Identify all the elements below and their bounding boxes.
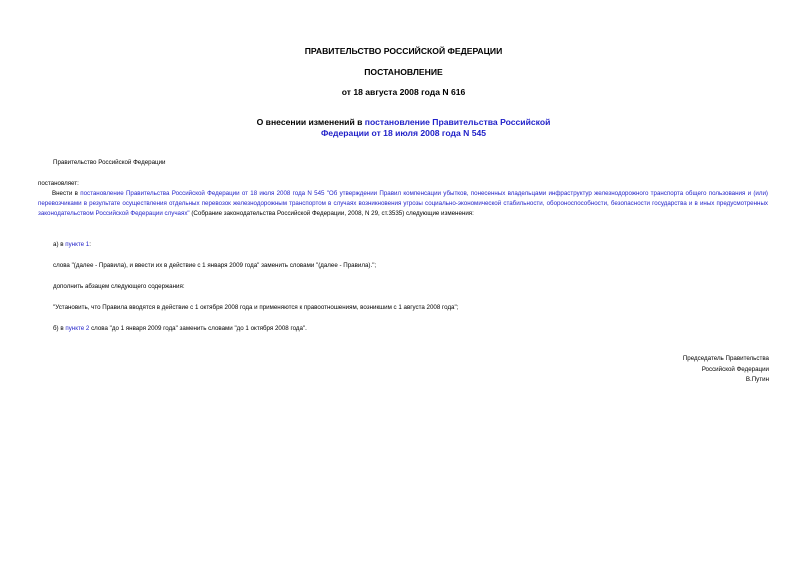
document-title-line1 xyxy=(0,117,807,128)
item-a-link[interactable]: пункте 1 xyxy=(65,241,90,248)
item-b-suffix: слова "до 1 января 2009 года" заменить словами "до 1 октября 2008 года". xyxy=(89,325,307,332)
issuer-line: Правительство Российской Федерации xyxy=(53,159,166,166)
document-type-heading: ПОСТАНОВЛЕНИЕ xyxy=(364,67,443,77)
government-heading: ПРАВИТЕЛЬСТВО РОССИЙСКОЙ ФЕДЕРАЦИИ xyxy=(304,46,503,56)
item-a-prefix: а) в xyxy=(53,241,66,248)
main-paragraph xyxy=(38,189,768,219)
title-link-part1[interactable]: постановление Правительства Российской xyxy=(364,117,551,127)
item-b xyxy=(53,324,307,334)
signature-block xyxy=(683,354,769,386)
amended-decree-link[interactable]: постановление Правительства Российской Федерации от 18 июля 2008 года N 545 "Об утверждении Правил компенсации убытков, понесенных владельцами инфраструктур железнодорожного транспорта общего пользования и (или) перевозчиками в результате осуществления отдельных перевозок железнодорожным транспортом в случаях возникновения угрозы социально-экономической стабильности, обороноспособности, безопасности государства и в иных предусмотренных законодательством Российской Федерации случаях" xyxy=(38,190,768,217)
main-paragraph-suffix: (Собрание законодательства Российской Федерации, 2008, N 29, ст.3535) следующие изменения: xyxy=(189,210,474,217)
signature-title: Председатель Правительства xyxy=(682,355,769,362)
item-a-words: слова "(далее - Правила), и ввести их в действие с 1 января 2009 года" заменить словами "(далее - Правила)."; xyxy=(53,262,377,269)
item-b-link[interactable]: пункте 2 xyxy=(65,325,90,332)
main-paragraph-prefix: Внести в xyxy=(52,190,81,197)
signature-name: В.Путин xyxy=(745,376,769,383)
item-a-suffix: : xyxy=(89,241,91,248)
item-b-prefix: б) в xyxy=(53,325,66,332)
supplement-line: дополнить абзацем следующего содержания: xyxy=(53,283,185,290)
item-a xyxy=(53,240,91,250)
document-date-number: от 18 августа 2008 года N 616 xyxy=(341,87,466,97)
quote-line: "Установить, что Правила вводятся в действие с 1 октября 2008 года и применяются к правоотношениям, возникшим с 1 августа 2008 года"; xyxy=(53,304,459,311)
document-title-prefix: О внесении изменений в xyxy=(256,117,365,127)
decrees-line: постановляет: xyxy=(38,180,79,187)
document-title xyxy=(0,117,807,139)
signature-country: Российской Федерации xyxy=(701,365,769,373)
title-link-part2[interactable]: Федерации от 18 июля 2008 года N 545 xyxy=(320,128,487,138)
